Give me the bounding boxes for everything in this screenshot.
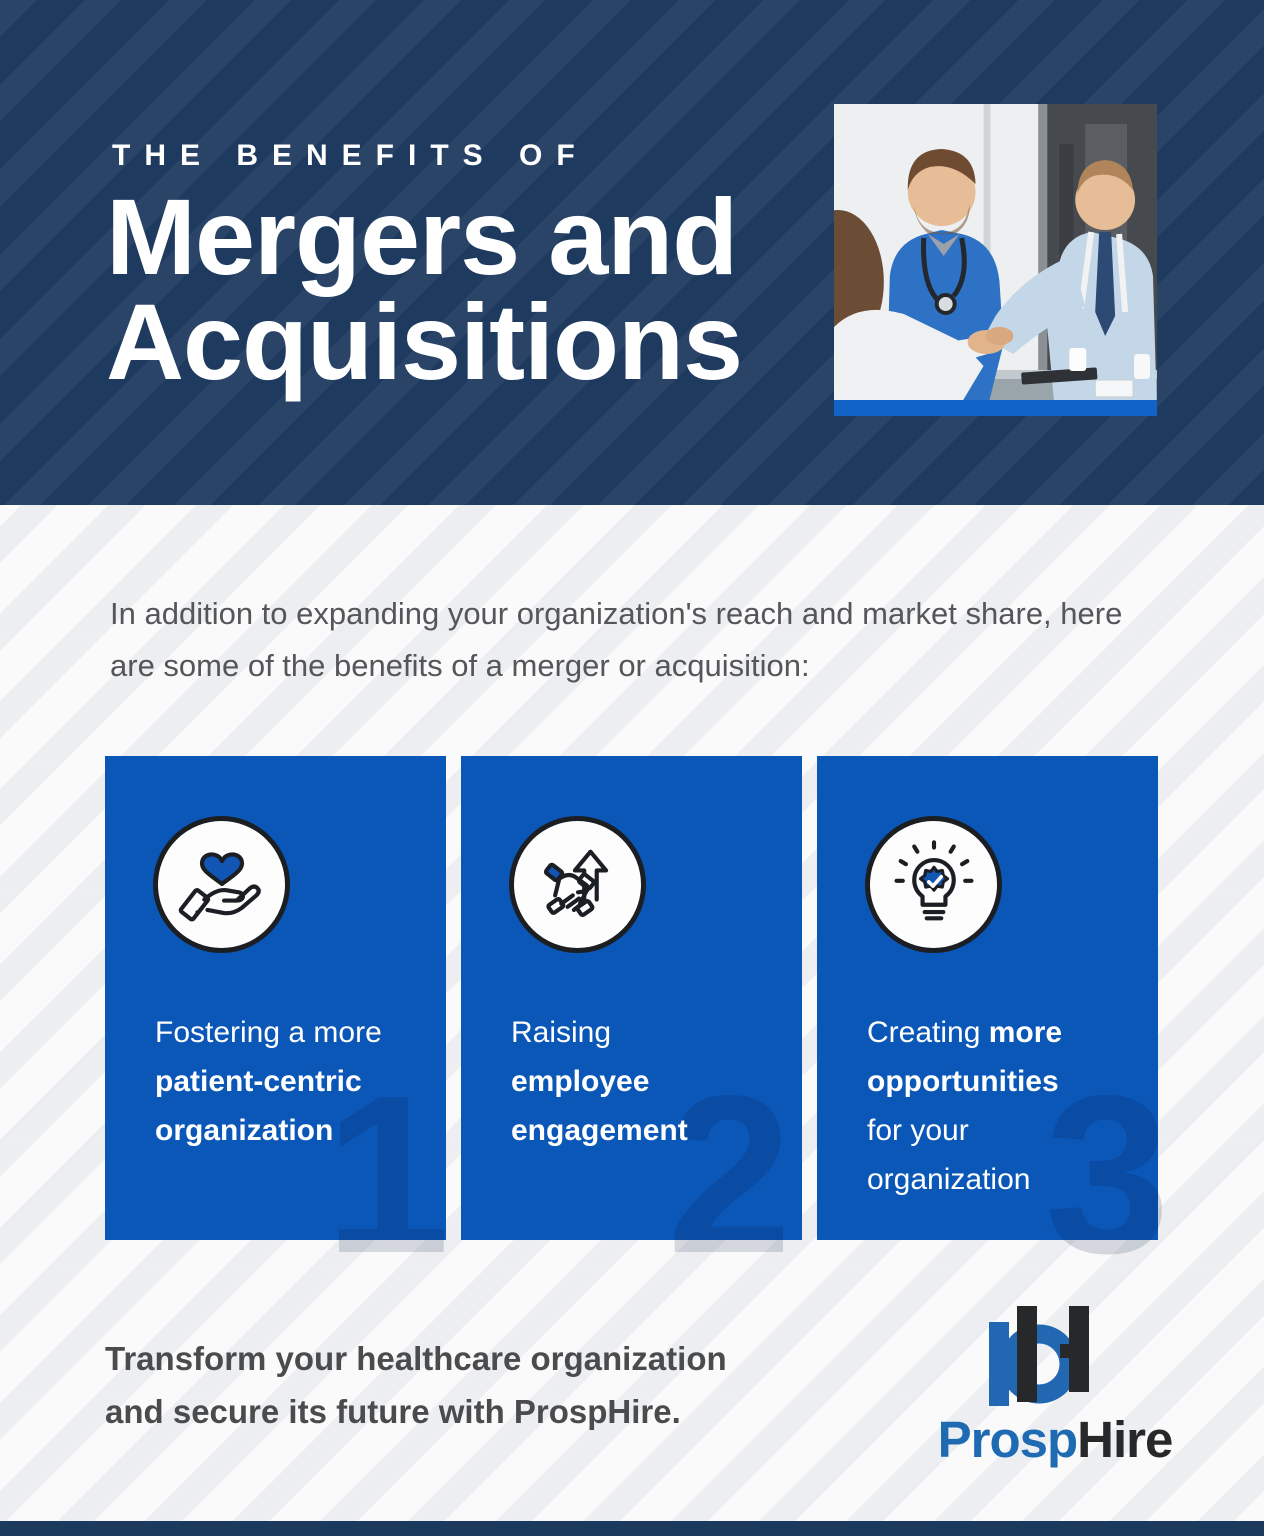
- card-text-line: [155, 1057, 422, 1106]
- card-text-segment: organization: [867, 1163, 1031, 1196]
- benefit-card-employee-engagement: [461, 756, 802, 1300]
- intro-paragraph: In addition to expanding your organization's reach and market share, here are some of the benefits of a merger or acquisition:: [110, 596, 1123, 683]
- card-text-segment: Raising: [511, 1016, 612, 1049]
- card-number-watermark: 1: [324, 1048, 450, 1300]
- idea-gear-bulb-icon: [882, 833, 986, 937]
- healthcare-handshake-photo: [834, 104, 1157, 416]
- card-text-line: [511, 1106, 778, 1155]
- page-title: [106, 176, 743, 402]
- footer-bar: [0, 1521, 1264, 1536]
- card-text-segment: employee: [511, 1065, 650, 1098]
- card-text-segment: opportunities: [867, 1065, 1059, 1098]
- card-text: [155, 1008, 422, 1155]
- card-text-segment: Fostering a more: [155, 1016, 382, 1049]
- ph-monogram-icon: [987, 1306, 1099, 1406]
- healthcare-handshake-illustration: [834, 104, 1157, 416]
- outro-text: [105, 1332, 825, 1438]
- benefits-row: [105, 756, 1170, 1300]
- logo-word-prosp: Prosp: [937, 1411, 1078, 1468]
- card-number-watermark: 2: [666, 1048, 792, 1300]
- icon-circle: [153, 816, 290, 953]
- prosphire-logo: [925, 1306, 1185, 1466]
- card-text-line: [155, 1008, 422, 1057]
- card-text-line: [155, 1106, 422, 1155]
- logo-word-hire: Hire: [1077, 1411, 1173, 1468]
- handshake-growth-icon: [526, 833, 630, 937]
- card-text: [867, 1008, 1134, 1204]
- logo-wordmark: [925, 1410, 1185, 1469]
- card-text-line: [511, 1057, 778, 1106]
- outro-line-1: Transform your healthcare organization: [105, 1340, 727, 1377]
- icon-circle: [865, 816, 1002, 953]
- card-text: [511, 1008, 778, 1155]
- card-text-segment: engagement: [511, 1114, 688, 1147]
- ph-monogram: [987, 1306, 1099, 1406]
- photo-accent-bar: [834, 400, 1157, 416]
- card-text-line: [867, 1008, 1134, 1057]
- card-text-line: [867, 1057, 1134, 1106]
- card-text-line: [867, 1106, 1134, 1155]
- benefit-card-patient-centric: [105, 756, 450, 1300]
- card-text-line: [511, 1008, 778, 1057]
- card-number-watermark: 3: [1044, 1048, 1170, 1300]
- card-text-segment: Creating: [867, 1016, 989, 1049]
- card-text-line: [867, 1155, 1134, 1204]
- heart-in-hand-icon: [170, 833, 274, 937]
- icon-circle: [509, 816, 646, 953]
- card-text-segment: for your: [867, 1114, 969, 1147]
- benefit-card-more-opportunities: [817, 756, 1170, 1300]
- title-line-1: Mergers and: [106, 176, 738, 297]
- outro-line-2: and secure its future with ProspHire.: [105, 1393, 681, 1430]
- header-kicker: THE BENEFITS OF: [112, 139, 589, 172]
- title-line-2: Acquisitions: [106, 281, 743, 402]
- card-text-segment: organization: [155, 1114, 334, 1147]
- card-text-segment: more: [988, 1016, 1063, 1049]
- card-text-segment: patient-centric: [155, 1065, 362, 1098]
